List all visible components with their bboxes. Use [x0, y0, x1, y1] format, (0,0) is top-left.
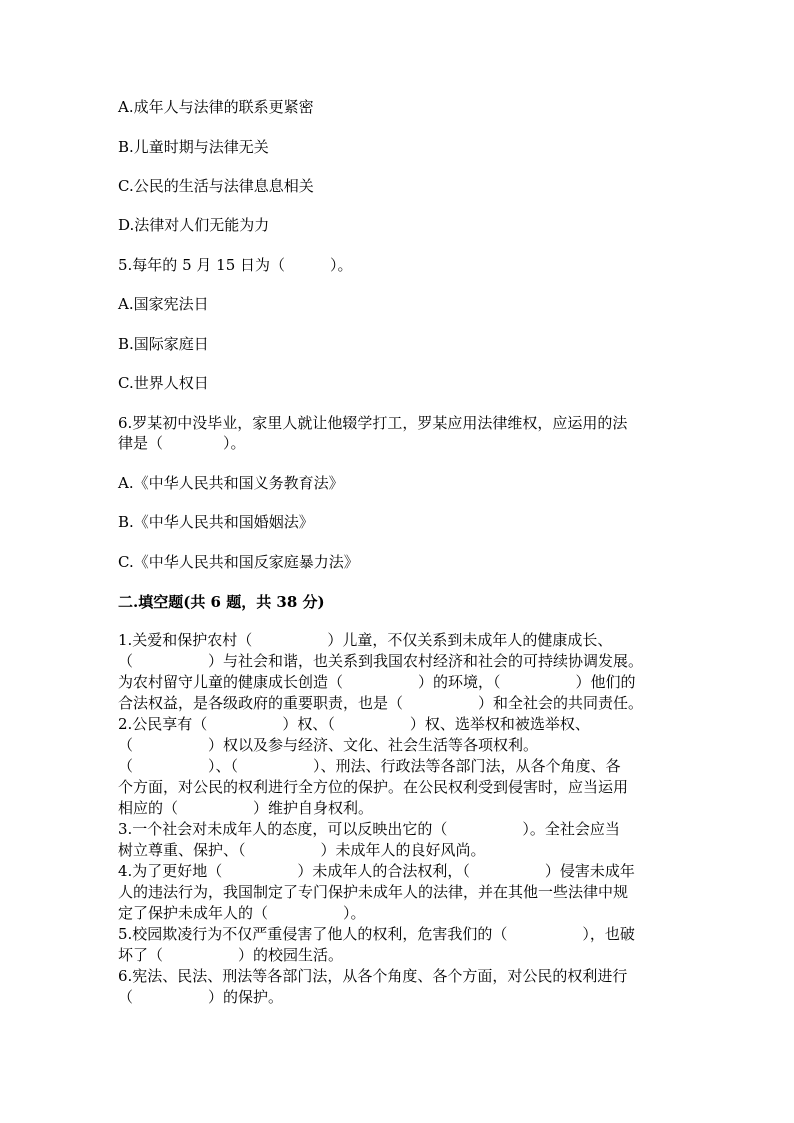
fill-row: （ ）、（ ）、刑法、行政法等各部门法，从各个角度、各 — [118, 757, 621, 775]
question-6-option-b: B.《中华人民共和国婚姻法》 — [118, 513, 314, 531]
option-c-prev: C.公民的生活与法律息息相关 — [118, 177, 314, 195]
fill-row: 5.校园欺凌行为不仅严重侵害了他人的权利，危害我们的（ ），也破 — [118, 925, 635, 943]
section-title-fill-in: 二.填空题(共 6 题，共 38 分) — [118, 593, 325, 611]
option-a-prev: A.成年人与法律的联系更紧密 — [118, 98, 314, 116]
question-6-option-a: A.《中华人民共和国义务教育法》 — [118, 474, 344, 492]
question-6-stem-line1: 6.罗某初中没毕业，家里人就让他辍学打工，罗某应用法律维权，应运用的法 — [118, 414, 628, 432]
fill-row: 树立尊重、保护、（ ）未成年人的良好风尚。 — [118, 841, 486, 859]
fill-row: 相应的（ ）维护自身权利。 — [118, 799, 374, 817]
fill-row: 定了保护未成年人的（ ）。 — [118, 904, 366, 922]
fill-row: 为农村留守儿童的健康成长创造（ ）的环境，（ ）他们的 — [118, 673, 636, 691]
option-b-prev: B.儿童时期与法律无关 — [118, 138, 269, 156]
fill-row: （ ）的保护。 — [118, 988, 284, 1006]
fill-row: 坏了（ ）的校园生活。 — [118, 946, 344, 964]
fill-row: 2.公民享有（ ）权、（ ）权、选举权和被选举权、 — [118, 715, 590, 733]
question-5-stem: 5.每年的 5 月 15 日为（ ）。 — [118, 256, 353, 274]
option-d-prev: D.法律对人们无能为力 — [118, 216, 270, 234]
fill-row: 个方面，对公民的权利进行全方位的保护。在公民权利受到侵害时，应当运用 — [118, 778, 629, 796]
fill-row: 合法权益，是各级政府的重要职责，也是（ ）和全社会的共同责任。 — [118, 694, 644, 712]
fill-row: （ ）与社会和谐，也关系到我国农村经济和社会的可持续协调发展。 — [118, 652, 644, 670]
fill-in-questions — [118, 630, 678, 1008]
question-5-option-a: A.国家宪法日 — [118, 295, 209, 313]
question-5-option-c: C.世界人权日 — [118, 374, 209, 392]
question-6-option-c: C.《中华人民共和国反家庭暴力法》 — [118, 553, 359, 571]
fill-row: 人的违法行为，我国制定了专门保护未成年人的法律，并在其他一些法律中规 — [118, 883, 629, 901]
fill-row: 1.关爱和保护农村（ ）儿童，不仅关系到未成年人的健康成长、 — [118, 631, 613, 649]
fill-row: 4.为了更好地（ ）未成年人的合法权利，（ ）侵害未成年 — [118, 862, 635, 880]
fill-row: 3.一个社会对未成年人的态度，可以反映出它的（ ）。全社会应当 — [118, 820, 620, 838]
question-5-option-b: B.国际家庭日 — [118, 335, 209, 353]
fill-row: （ ）权以及参与经济、文化、社会生活等各项权利。 — [118, 736, 539, 754]
question-6-stem-line2: 律是（ ）。 — [118, 434, 246, 452]
fill-row: 6.宪法、民法、刑法等各部门法，从各个角度、各个方面，对公民的权利进行 — [118, 967, 628, 985]
